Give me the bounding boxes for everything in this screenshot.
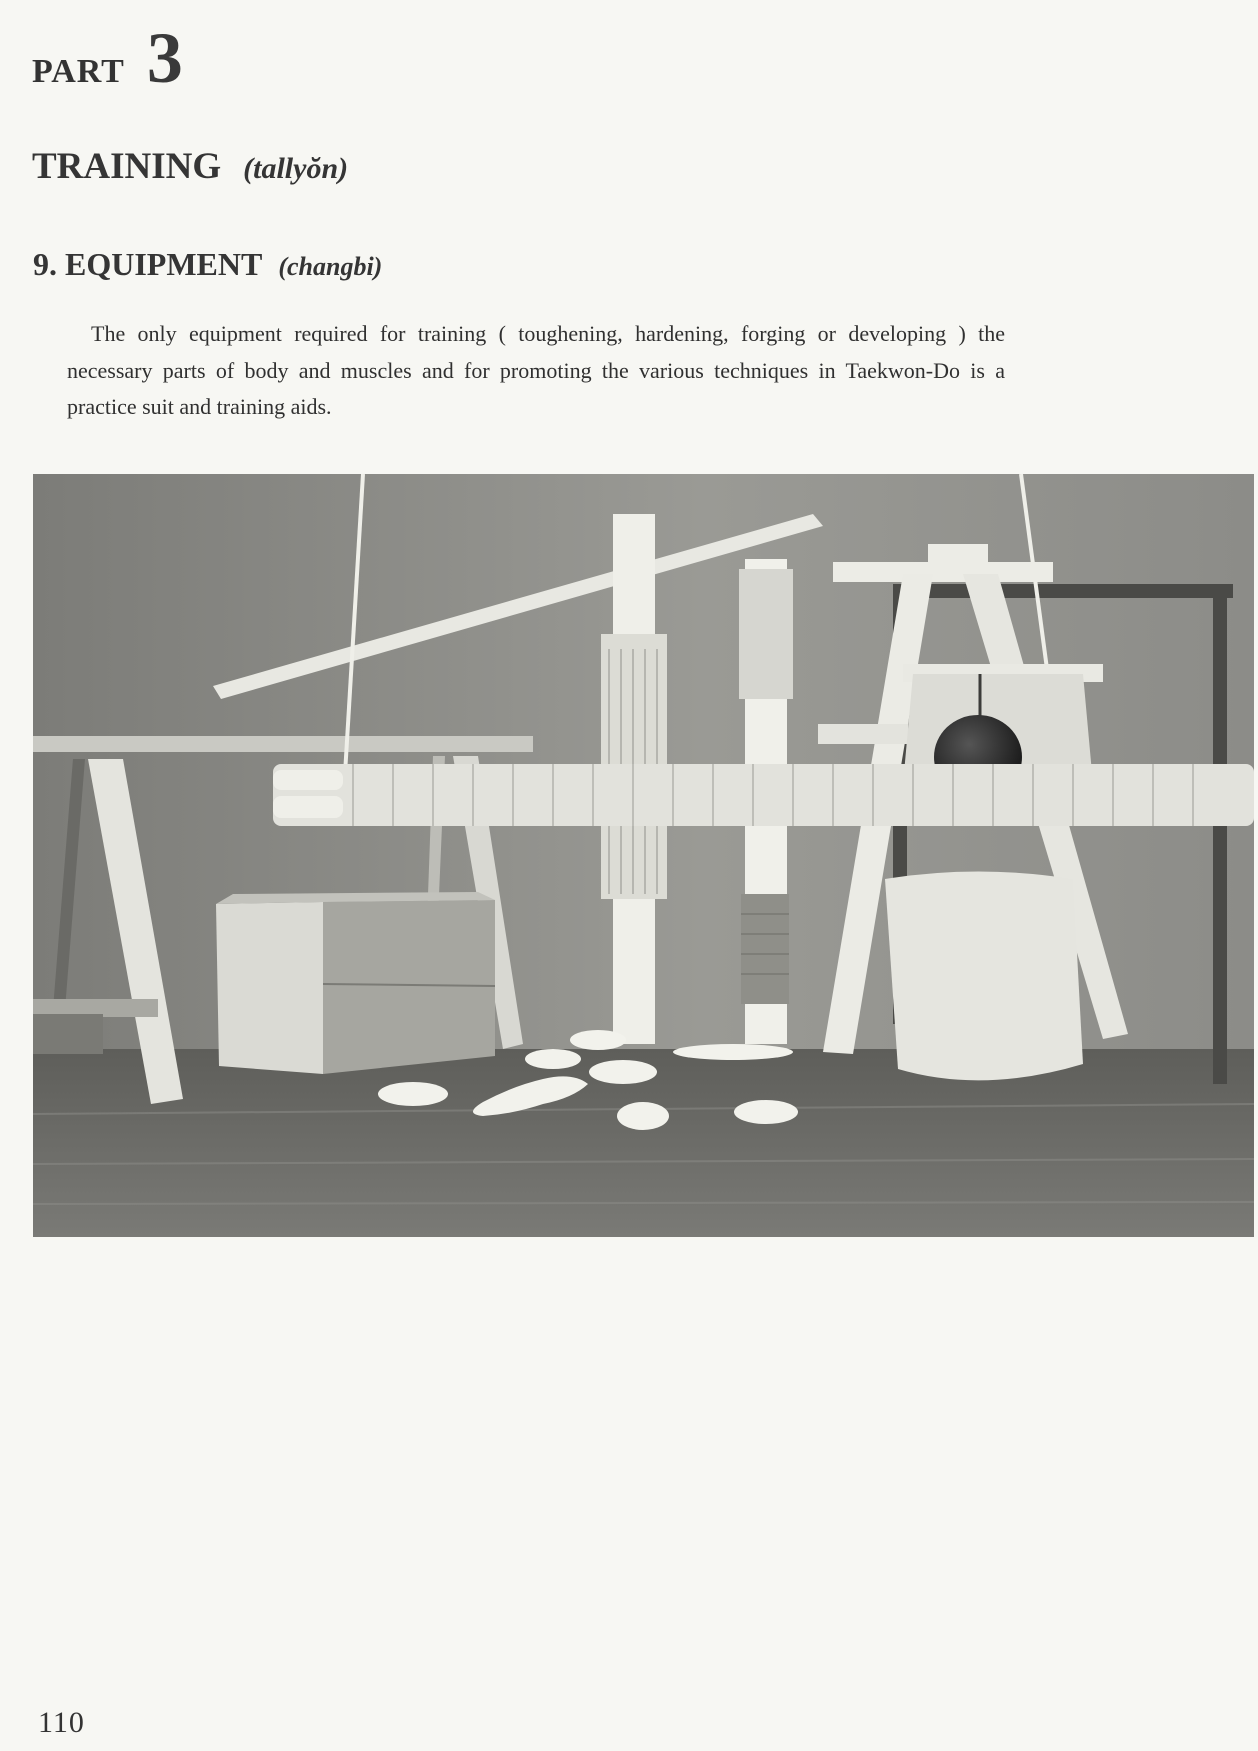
part-label: PART <box>32 53 125 90</box>
page-number: 110 <box>38 1706 85 1739</box>
intro-paragraph: The only equipment required for training ( toughening, hardening, forging or developing ) the necessary parts of body and muscles and for promoting the various techniques in Taekwon-Do is a practice suit and training aids. <box>67 321 1005 419</box>
part-number: 3 <box>146 18 183 98</box>
canvas-sandbag <box>885 872 1083 1081</box>
suspended-rope-wrapped-bar <box>273 764 1254 826</box>
chapter-title-text: TRAINING <box>32 146 222 187</box>
section-title <box>33 246 382 283</box>
chapter-title <box>32 145 348 188</box>
wooden-box <box>216 892 495 1074</box>
chapter-romanized: (tallyŏn) <box>243 152 349 185</box>
equipment-photo-illustration <box>33 474 1254 1237</box>
section-romanized: (changbi) <box>278 252 383 281</box>
equipment-photo <box>33 474 1254 1237</box>
section-title-text: 9. EQUIPMENT <box>33 246 263 282</box>
part-heading <box>32 18 183 98</box>
